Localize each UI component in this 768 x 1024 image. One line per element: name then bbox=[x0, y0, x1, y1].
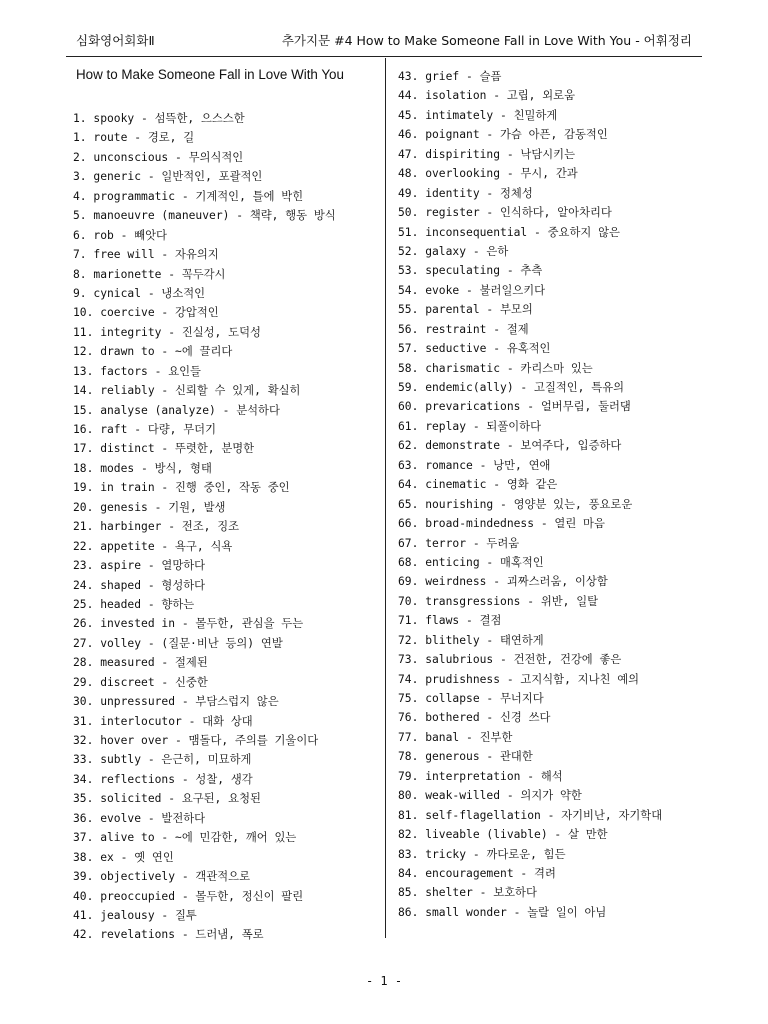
vocab-item: 74. prudishness - 고지식함, 지나친 예의 bbox=[398, 672, 640, 686]
vocab-item: 2. unconscious - 무의식적인 bbox=[73, 150, 244, 164]
vocab-item: 4. programmatic - 기계적인, 틀에 박힌 bbox=[73, 189, 304, 203]
vocab-item: 8. marionette - 꼭두각시 bbox=[73, 267, 226, 281]
vocab-item: 51. inconsequential - 중요하지 않은 bbox=[398, 225, 620, 239]
vocab-item: 1. route - 경로, 길 bbox=[73, 131, 195, 145]
vocab-item: 72. blithely - 태연하게 bbox=[398, 633, 544, 647]
vocab-item: 34. reflections - 성찰, 생각 bbox=[73, 772, 253, 786]
vocab-item: 28. measured - 절제된 bbox=[73, 656, 208, 670]
column-divider bbox=[385, 58, 386, 938]
vocab-item: 73. salubrious - 건전한, 건강에 좋은 bbox=[398, 653, 622, 667]
vocab-item: 77. banal - 진부한 bbox=[398, 730, 513, 744]
vocab-item: 58. charismatic - 카리스마 있는 bbox=[398, 361, 593, 375]
vocab-item: 78. generous - 관대한 bbox=[398, 750, 533, 764]
vocab-item: 3. generic - 일반적인, 포괄적인 bbox=[73, 170, 263, 184]
vocab-item: 16. raft - 다량, 무더기 bbox=[73, 423, 216, 436]
vocab-item: 62. demonstrate - 보여주다, 입증하다 bbox=[398, 439, 622, 453]
vocab-item: 41. jealousy - 질투 bbox=[73, 908, 197, 922]
vocab-list-left bbox=[73, 109, 336, 945]
vocab-item: 70. transgressions - 위반, 일탈 bbox=[398, 594, 599, 608]
vocab-item: 61. replay - 되풀이하다 bbox=[398, 419, 541, 433]
header-divider bbox=[66, 56, 702, 57]
vocab-item: 13. factors - 요인들 bbox=[73, 364, 201, 378]
vocab-item: 65. nourishing - 영양분 있는, 풍요로운 bbox=[398, 497, 633, 511]
vocab-item: 68. enticing - 매혹적인 bbox=[398, 555, 544, 569]
vocab-item: 86. small wonder - 놀랄 일이 아님 bbox=[398, 905, 607, 919]
vocab-item: 26. invested in - 몰두한, 관심을 두는 bbox=[73, 617, 304, 631]
vocab-item: 19. in train - 진행 중인, 작동 중인 bbox=[73, 481, 290, 495]
vocab-item: 12. drawn to - ~에 끌리다 bbox=[73, 345, 233, 359]
vocab-item: 22. appetite - 욕구, 식욕 bbox=[73, 539, 233, 553]
vocab-item: 21. harbinger - 전조, 징조 bbox=[73, 520, 240, 534]
vocab-item: 15. analyse (analyze) - 분석하다 bbox=[73, 403, 280, 417]
vocab-item: 81. self-flagellation - 자기비난, 자기학대 bbox=[398, 808, 663, 822]
vocab-item: 45. intimately - 친밀하게 bbox=[398, 108, 558, 122]
page-number: - 1 - bbox=[365, 974, 403, 988]
vocab-item: 80. weak-willed - 의지가 약한 bbox=[398, 789, 582, 803]
vocab-item: 43. grief - 슬픔 bbox=[398, 70, 502, 83]
vocab-item: 9. cynical - 냉소적인 bbox=[73, 286, 206, 300]
vocab-item: 49. identity - 정체성 bbox=[398, 186, 533, 200]
vocab-item: 18. modes - 방식, 형태 bbox=[73, 461, 212, 475]
vocab-item: 33. subtly - 은근히, 미묘하게 bbox=[73, 753, 252, 767]
vocab-item: 59. endemic(ally) - 고질적인, 특유의 bbox=[398, 381, 625, 394]
vocab-item: 25. headed - 향하는 bbox=[73, 597, 195, 611]
vocab-item: 84. encouragement - 격려 bbox=[398, 866, 556, 880]
vocab-item: 14. reliably - 신뢰할 수 있게, 확실히 bbox=[73, 384, 301, 398]
vocab-item: 53. speculating - 추측 bbox=[398, 264, 543, 278]
vocab-item: 24. shaped - 형성하다 bbox=[73, 578, 206, 592]
vocab-item: 44. isolation - 고립, 외로움 bbox=[398, 89, 575, 103]
vocab-item: 50. register - 인식하다, 알아차리다 bbox=[398, 206, 612, 220]
vocab-item: 36. evolve - 발전하다 bbox=[73, 811, 206, 825]
vocab-item: 52. galaxy - 은하 bbox=[398, 244, 509, 258]
vocab-item: 47. dispiriting - 낙담시키는 bbox=[398, 147, 575, 161]
vocab-item: 69. weirdness - 괴짜스러움, 이상함 bbox=[398, 575, 608, 589]
vocab-item: 60. prevarications - 얼버무림, 둘러댐 bbox=[398, 400, 631, 414]
vocab-item: 37. alive to - ~에 민감한, 깨어 있는 bbox=[73, 831, 297, 845]
vocab-item: 71. flaws - 결점 bbox=[398, 614, 502, 628]
vocab-list-right bbox=[398, 67, 662, 922]
vocab-item: 67. terror - 두려움 bbox=[398, 536, 520, 550]
vocab-item: 82. liveable (livable) - 살 만한 bbox=[398, 828, 608, 842]
vocab-item: 64. cinematic - 영화 같은 bbox=[398, 478, 558, 492]
vocab-item: 31. interlocutor - 대화 상대 bbox=[73, 714, 253, 728]
vocab-item: 48. overlooking - 무시, 간과 bbox=[398, 167, 578, 181]
vocab-item: 54. evoke - 불러일으키다 bbox=[398, 283, 546, 297]
vocab-item: 7. free will - 자유의지 bbox=[73, 248, 219, 262]
vocab-item: 57. seductive - 유혹적인 bbox=[398, 342, 551, 356]
vocab-item: 11. integrity - 진실성, 도덕성 bbox=[73, 325, 261, 339]
vocab-item: 27. volley - (질문·비난 등의) 연발 bbox=[73, 636, 283, 650]
vocab-item: 55. parental - 부모의 bbox=[398, 303, 533, 317]
vocab-item: 42. revelations - 드러냄, 폭로 bbox=[73, 928, 264, 942]
vocab-item: 56. restraint - 절제 bbox=[398, 322, 529, 336]
vocab-item: 85. shelter - 보호하다 bbox=[398, 886, 537, 900]
vocab-item: 83. tricky - 까다로운, 힘든 bbox=[398, 847, 566, 861]
vocab-item: 79. interpretation - 해석 bbox=[398, 769, 563, 783]
vocab-item: 75. collapse - 무너지다 bbox=[398, 692, 544, 705]
vocab-item: 38. ex - 옛 연인 bbox=[73, 850, 174, 864]
vocab-item: 1. spooky - 섬뜩한, 으스스한 bbox=[73, 112, 245, 125]
vocab-item: 6. rob - 빼앗다 bbox=[73, 228, 167, 242]
vocab-item: 5. manoeuvre (maneuver) - 책략, 행동 방식 bbox=[73, 209, 336, 223]
passage-title: How to Make Someone Fall in Love With You bbox=[76, 67, 344, 82]
vocab-item: 66. broad-mindedness - 열린 마음 bbox=[398, 517, 605, 531]
vocab-item: 46. poignant - 가슴 아픈, 감동적인 bbox=[398, 128, 608, 142]
vocab-item: 76. bothered - 신경 쓰다 bbox=[398, 711, 551, 725]
vocab-item: 20. genesis - 기원, 발생 bbox=[73, 500, 226, 514]
document-title: 추가지문 #4 How to Make Someone Fall in Love With You - 어휘정리 bbox=[281, 33, 692, 48]
vocab-item: 40. preoccupied - 몰두한, 정신이 팔린 bbox=[73, 889, 304, 903]
vocab-item: 29. discreet - 신중한 bbox=[73, 675, 208, 689]
vocab-item: 35. solicited - 요구된, 요청된 bbox=[73, 792, 261, 806]
vocab-item: 23. aspire - 열망하다 bbox=[73, 559, 206, 573]
vocab-item: 30. unpressured - 부담스럽지 않은 bbox=[73, 695, 279, 709]
course-name: 심화영어회화Ⅱ bbox=[76, 33, 155, 48]
vocab-item: 10. coercive - 강압적인 bbox=[73, 306, 219, 320]
vocab-item: 17. distinct - 뚜렷한, 분명한 bbox=[73, 442, 255, 456]
vocab-item: 32. hover over - 맴돌다, 주의를 기울이다 bbox=[73, 734, 319, 747]
vocab-item: 39. objectively - 객관적으로 bbox=[73, 870, 250, 884]
vocab-item: 63. romance - 낭만, 연애 bbox=[398, 458, 551, 472]
